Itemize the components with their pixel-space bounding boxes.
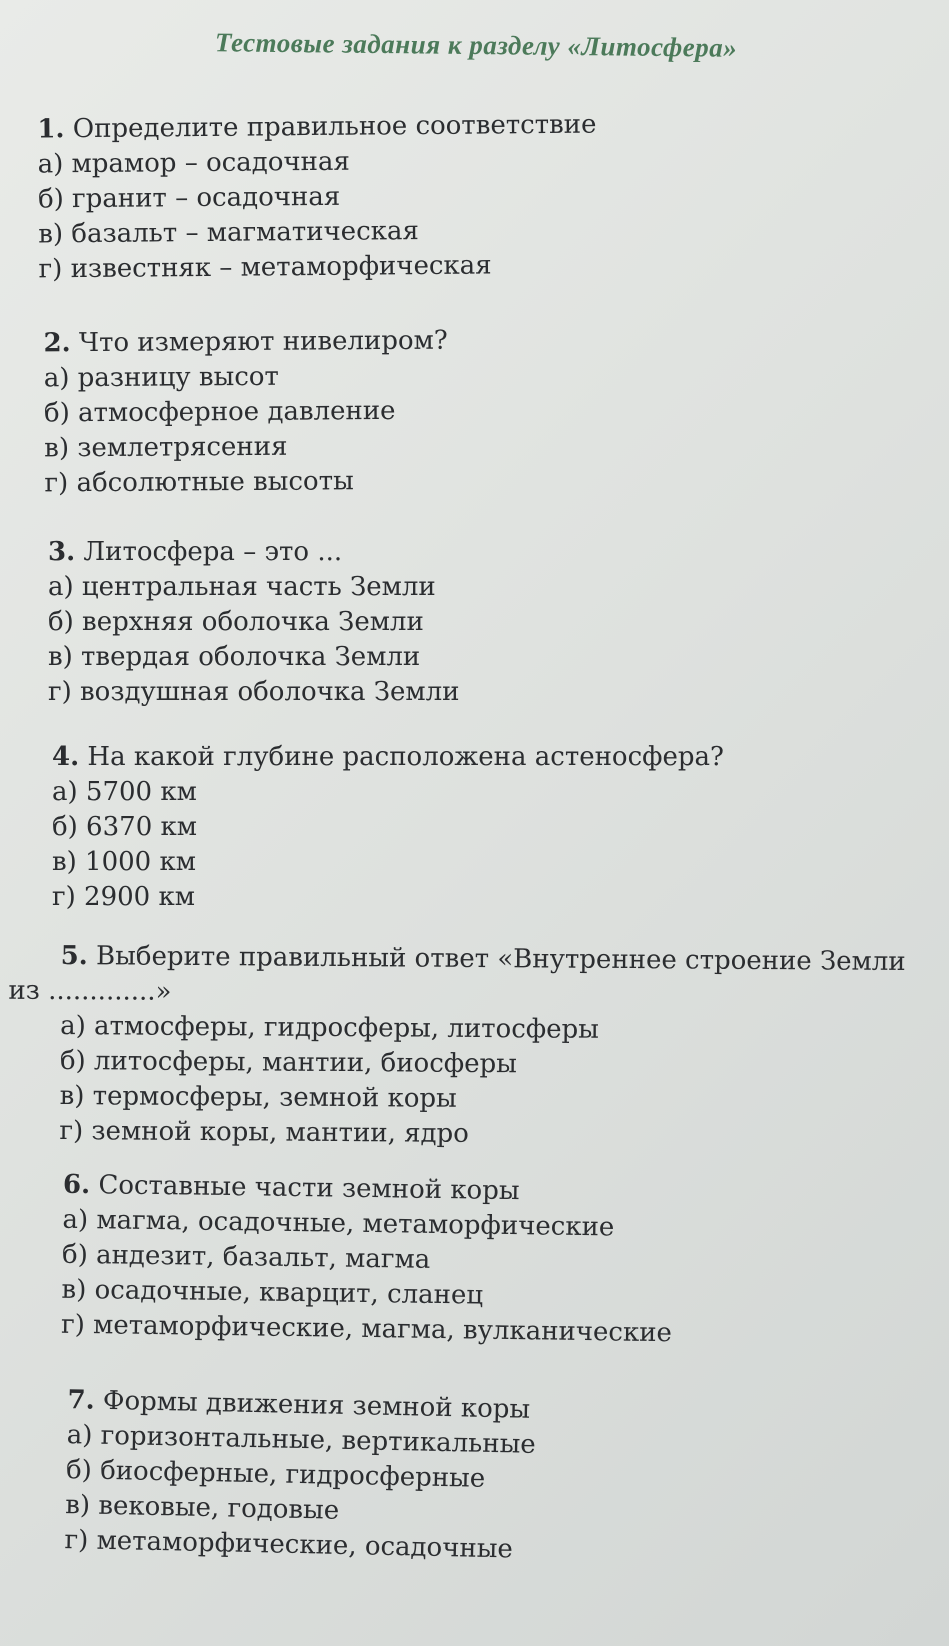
option-b: б) атмосферное давление: [43, 395, 396, 429]
question-1-text: [37, 108, 596, 148]
question-4-text: [52, 740, 724, 775]
question-prompt: Составные части земной коры: [98, 1170, 520, 1207]
question-number: 6.: [62, 1169, 91, 1201]
option-b: б) 6370 км: [52, 812, 197, 842]
option-g: г) метаморфические, магма, вулканические: [60, 1309, 673, 1349]
question-prompt: Формы движения земной коры: [102, 1385, 531, 1425]
option-b: б) гранит – осадочная: [37, 181, 341, 215]
question-number: 4.: [52, 742, 80, 772]
option-b: б) андезит, базальт, магма: [61, 1239, 431, 1275]
option-a: а) мрамор – осадочная: [37, 146, 350, 180]
option-g: г) метаморфические, осадочные: [64, 1525, 514, 1565]
question-number: 1.: [37, 114, 65, 145]
question-2-text: [43, 324, 448, 362]
option-g: г) воздушная оболочка Земли: [48, 677, 460, 707]
option-v: в) землетрясения: [44, 431, 288, 464]
question-2: [43, 324, 448, 502]
option-a: а) атмосферы, гидросферы, литосферы: [60, 1011, 600, 1045]
option-v: в) осадочные, кварцит, сланец: [61, 1274, 484, 1311]
option-b: б) биосферные, гидросферные: [65, 1455, 486, 1494]
option-a: а) разницу высот: [43, 361, 279, 394]
question-prompt: На какой глубине расположена астеносфера?: [87, 742, 724, 772]
option-a: а) магма, осадочные, метаморфические: [62, 1204, 615, 1243]
option-g: г) абсолютные высоты: [44, 466, 354, 499]
question-prompt: Выберите правильный ответ «Внутреннее строение Земли: [95, 941, 906, 977]
page-title: Тестовые задания к разделу «Литосфера»: [214, 27, 738, 63]
question-prompt: Что измеряют нивелиром?: [78, 325, 448, 359]
question-7: [64, 1383, 537, 1568]
option-b: б) верхняя оболочка Земли: [48, 607, 424, 637]
question-4: [52, 740, 724, 915]
option-v: в) термосферы, земной коры: [59, 1081, 457, 1114]
question-number: 5.: [60, 941, 88, 972]
option-a: а) 5700 км: [52, 777, 197, 807]
question-3: [48, 535, 459, 710]
option-g: г) земной коры, мантии, ядро: [59, 1116, 469, 1149]
question-6: [61, 1168, 674, 1352]
question-5-continuation: из .............»: [8, 975, 172, 1007]
option-b: б) литосферы, мантии, биосферы: [59, 1046, 518, 1080]
question-5: [8, 939, 906, 1155]
question-prompt: Литосфера – это ...: [83, 537, 343, 567]
question-5-text: [60, 939, 905, 980]
question-number: 7.: [67, 1385, 95, 1416]
question-number: 2.: [43, 328, 71, 359]
question-3-text: [48, 535, 459, 570]
question-number: 3.: [48, 537, 76, 567]
option-v: в) 1000 км: [52, 847, 196, 877]
option-a: а) центральная часть Земли: [48, 572, 436, 602]
option-g: г) 2900 км: [52, 882, 195, 912]
option-v: в) твердая оболочка Земли: [48, 642, 421, 672]
question-1: [37, 108, 598, 288]
option-v: в) вековые, годовые: [65, 1490, 340, 1526]
option-v: в) базальт – магматическая: [38, 216, 419, 250]
option-a: а) горизонтальные, вертикальные: [66, 1420, 537, 1460]
option-g: г) известняк – метаморфическая: [38, 250, 492, 285]
question-prompt: Определите правильное соответствие: [72, 109, 597, 145]
